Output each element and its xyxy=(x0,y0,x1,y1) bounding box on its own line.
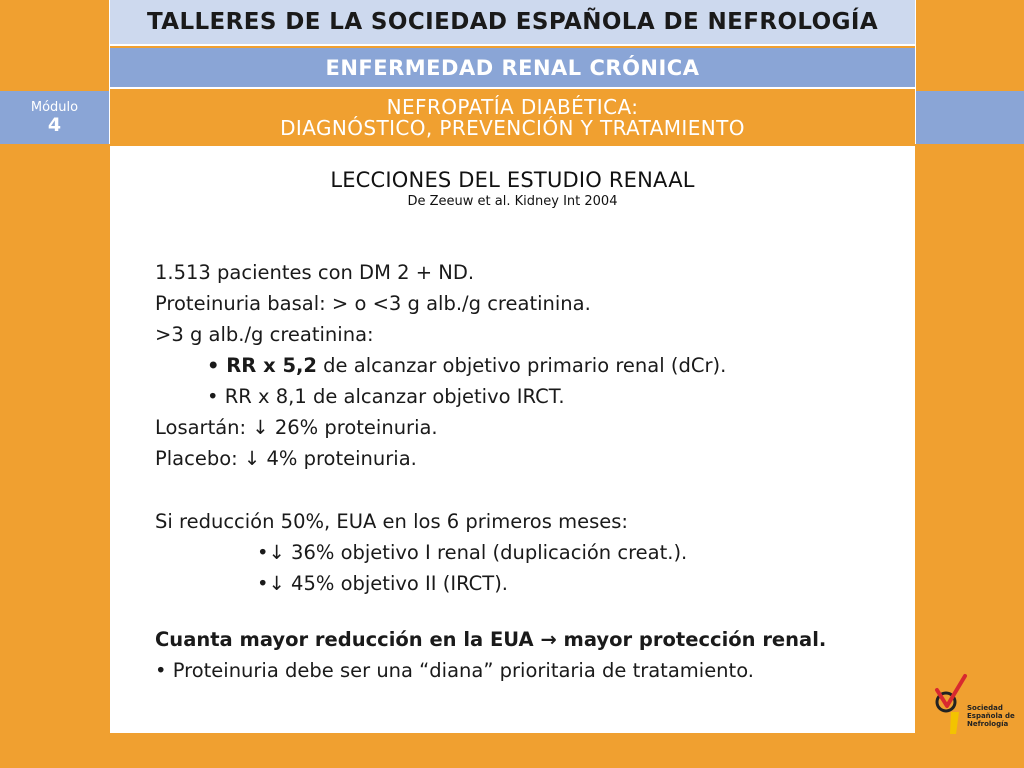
bullet-rr-8-1: • RR x 8,1 de alcanzar objetivo IRCT. xyxy=(207,385,565,408)
module-box xyxy=(0,91,109,144)
line-threshold: >3 g alb./g creatinina: xyxy=(155,323,374,346)
divider-left xyxy=(109,0,110,144)
slide-title: LECCIONES DEL ESTUDIO RENAAL xyxy=(330,168,695,192)
topic-band xyxy=(110,91,915,144)
topic-line-2: DIAGNÓSTICO, PREVENCIÓN Y TRATAMIENTO xyxy=(280,115,745,140)
line-reduction: Si reducción 50%, EUA en los 6 primeros meses: xyxy=(155,510,628,533)
final-bullet: • Proteinuria debe ser una “diana” prioritaria de tratamiento. xyxy=(155,659,754,682)
header-title: TALLERES DE LA SOCIEDAD ESPAÑOLA DE NEFROLOGÍA xyxy=(146,9,879,35)
right-blue-box xyxy=(916,91,1024,144)
header-subtitle-band xyxy=(110,48,915,89)
bullet-rr-5-2-bold: • RR x 5,2 xyxy=(207,354,317,377)
header-subtitle: ENFERMEDAD RENAL CRÓNICA xyxy=(325,55,700,80)
line-losartan: Losartán: ↓ 26% proteinuria. xyxy=(155,416,438,439)
divider-right xyxy=(915,0,916,144)
logo-text xyxy=(967,704,1015,728)
logo-text-line-2: Española de xyxy=(967,712,1015,720)
topic-line-1: NEFROPATÍA DIABÉTICA: xyxy=(386,94,639,119)
bullet-objective-2: •↓ 45% objetivo II (IRCT). xyxy=(257,572,509,595)
line-placebo: Placebo: ↓ 4% proteinuria. xyxy=(155,447,417,470)
line-proteinuria-basal: Proteinuria basal: > o <3 g alb./g creatinina. xyxy=(155,292,591,315)
conclusion-line: Cuanta mayor reducción en la EUA → mayor protección renal. xyxy=(155,628,827,651)
logo-yellow-stroke xyxy=(950,712,959,734)
bullet-rr-5-2 xyxy=(207,353,726,379)
logo-text-line-3: Nefrología xyxy=(967,720,1009,728)
line-patients: 1.513 pacientes con DM 2 + ND. xyxy=(155,261,475,284)
module-number: 4 xyxy=(47,113,62,136)
header-title-band xyxy=(110,0,915,46)
logo-check-mark xyxy=(937,676,965,706)
slide-reference: De Zeeuw et al. Kidney Int 2004 xyxy=(407,194,618,209)
slide-content-panel xyxy=(110,146,915,733)
logo-text-line-1: Sociedad xyxy=(967,704,1003,712)
module-label: Módulo xyxy=(30,99,79,115)
bullet-rr-5-2-rest: de alcanzar objetivo primario renal (dCr). xyxy=(316,354,727,377)
bullet-objective-1: •↓ 36% objetivo I renal (duplicación creat.). xyxy=(257,541,688,564)
